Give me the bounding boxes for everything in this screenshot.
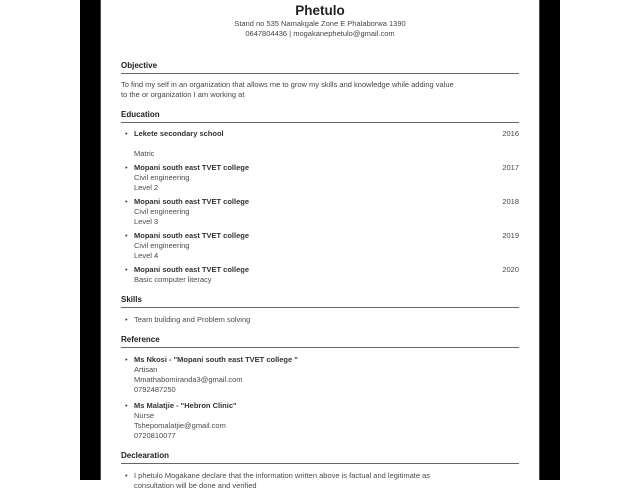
reference-entry-role: Nurse — [134, 411, 155, 420]
education-entry-row — [121, 163, 519, 173]
bullet-icon: • — [125, 231, 128, 240]
reference-entry-email: Tshepomalatjie@gmail.com — [134, 421, 226, 430]
reference-entry-row — [121, 355, 519, 365]
education-entry-row — [121, 265, 519, 275]
reference-entry — [121, 401, 519, 441]
bullet-icon: • — [125, 355, 128, 364]
skill-item: Team building and Problem solving — [134, 315, 251, 324]
education-entry-year: 2018 — [502, 197, 519, 206]
canvas-margin-right — [560, 0, 640, 480]
scan-edge-bar-left — [80, 0, 100, 480]
education-entry-detail: Civil engineering — [134, 241, 190, 250]
canvas-margin-left — [0, 0, 80, 480]
bullet-icon: • — [125, 315, 128, 324]
reference-entry — [121, 355, 519, 395]
education-heading: Education — [121, 110, 160, 119]
education-entry-detail: Civil engineering — [134, 207, 190, 216]
section-rule — [121, 73, 519, 75]
bullet-icon: • — [125, 471, 128, 480]
education-entry-year: 2017 — [502, 163, 519, 172]
section-objective — [121, 61, 519, 100]
education-entry — [121, 265, 519, 285]
education-entry-title: Mopani south east TVET college — [134, 163, 250, 172]
reference-entry-role: Artisan — [134, 365, 158, 374]
section-reference — [121, 335, 519, 441]
declaration-list — [121, 471, 519, 491]
section-rule — [121, 463, 519, 465]
skills-heading: Skills — [121, 295, 142, 304]
education-entry-title: Mopani south east TVET college — [134, 197, 250, 206]
education-entry-row — [121, 231, 519, 241]
objective-text — [121, 80, 519, 100]
section-rule — [121, 347, 519, 349]
education-entry-detail: Matric — [134, 149, 155, 158]
bullet-icon: • — [125, 197, 128, 206]
education-entry-year: 2020 — [502, 265, 519, 274]
reference-heading: Reference — [121, 335, 160, 344]
candidate-name: Phetulo — [295, 3, 345, 18]
declaration-item-row — [121, 471, 519, 491]
education-entry-year: 2016 — [502, 129, 519, 138]
declaration-heading: Declearation — [121, 451, 170, 460]
reference-entry-email: Mmathabomiranda3@gmail.com — [134, 375, 243, 384]
resume-header — [121, 2, 519, 38]
education-entry — [121, 231, 519, 261]
reference-entry-phone: 0792487250 — [134, 385, 176, 394]
skills-list — [121, 315, 519, 325]
candidate-address: Stand no 535 Namakgale Zone E Phalaborwa 1390 — [234, 19, 406, 28]
objective-line: To find my self in an organization that allows me to grow my skills and knowledge while adding value — [121, 80, 454, 89]
skill-item-row — [121, 315, 519, 325]
section-rule — [121, 307, 519, 309]
education-entry-detail: Level 4 — [134, 251, 159, 260]
education-entry-detail: Level 3 — [134, 217, 159, 226]
declaration-line: I phetulo Mogakane declare that the information written above is factual and legitimate as — [134, 471, 431, 480]
bullet-icon: • — [125, 163, 128, 172]
education-list — [121, 129, 519, 285]
section-education — [121, 110, 519, 285]
scan-edge-bar-right — [540, 0, 560, 480]
bullet-icon: • — [125, 401, 128, 410]
bullet-icon: • — [125, 265, 128, 274]
section-declaration — [121, 451, 519, 491]
education-entry-detail: Basic computer literacy — [134, 275, 212, 284]
education-entry-year: 2019 — [502, 231, 519, 240]
resume-page — [100, 0, 540, 490]
declaration-text — [134, 471, 430, 491]
education-entry-detail: Level 2 — [134, 183, 159, 192]
education-entry-title: Lekete secondary school — [134, 129, 224, 138]
education-entry-row — [121, 197, 519, 207]
education-entry — [121, 163, 519, 193]
objective-line: to the or organization I am working at — [121, 90, 245, 99]
reference-entry-title: Ms Nkosi - "Mopani south east TVET college " — [134, 355, 298, 364]
education-entry-row — [121, 129, 519, 139]
education-entry-title: Mopani south east TVET college — [134, 231, 250, 240]
education-entry — [121, 129, 519, 159]
section-skills — [121, 295, 519, 325]
education-entry — [121, 197, 519, 227]
objective-heading: Objective — [121, 61, 158, 70]
education-entry-detail: Civil engineering — [134, 173, 190, 182]
bullet-icon: • — [125, 129, 128, 138]
reference-entry-phone: 0720810077 — [134, 431, 176, 440]
candidate-contact: 0647804436 | mogakanephetulo@gmail.com — [245, 28, 395, 38]
reference-entry-row — [121, 401, 519, 411]
reference-entry-title: Ms Malatjie - "Hebron Clinic" — [134, 401, 237, 410]
section-rule — [121, 122, 519, 124]
declaration-line: consultation will be done and verified — [134, 481, 257, 490]
education-entry-title: Mopani south east TVET college — [134, 265, 250, 274]
reference-list — [121, 355, 519, 441]
